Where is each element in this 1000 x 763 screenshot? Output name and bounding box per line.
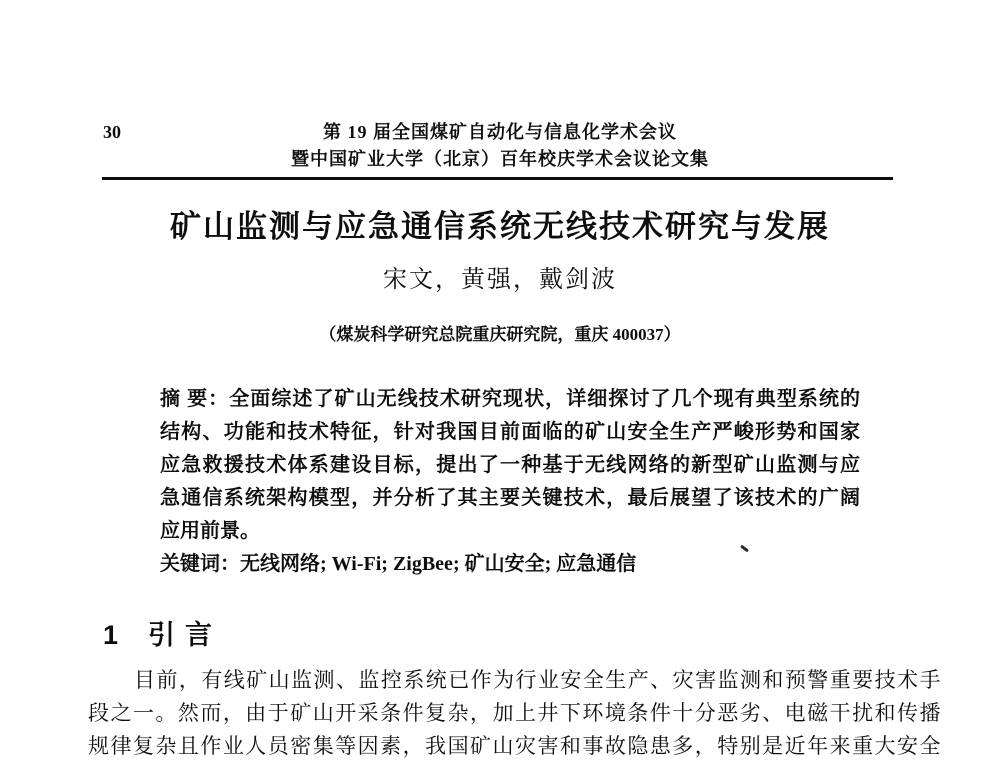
abstract-line: 应急救援技术体系建设目标，提出了一种基于无线网络的新型矿山监测与应 — [160, 454, 860, 476]
abstract-line: 结构、功能和技术特征，针对我国目前面临的矿山安全生产严峻形势和国家 — [160, 421, 860, 443]
authors-line: 宋文，黄强，戴剑波 — [383, 267, 617, 293]
intro-line: 段之一。然而，由于矿山开采条件复杂，加上井下环境条件十分恶劣、电磁干扰和传播 — [88, 701, 941, 725]
paper-title: 矿山监测与应急通信系统无线技术研究与发展 — [170, 209, 830, 244]
running-head — [0, 119, 1000, 173]
abstract-line — [160, 383, 860, 416]
section-1-heading — [103, 613, 222, 652]
keywords-label: 关键词： — [160, 553, 240, 575]
abstract-line: 急通信系统架构模型，并分析了其主要关键技术，最后展望了该技术的广阔 — [160, 487, 860, 509]
running-head-line-2: 暨中国矿业大学（北京）百年校庆学术会议论文集 — [291, 149, 709, 169]
abstract-label: 摘 要： — [160, 388, 230, 410]
running-head-line-1: 第 19 届全国煤矿自动化与信息化学术会议 — [323, 122, 677, 142]
intro-line: 规律复杂且作业人员密集等因素，我国矿山灾害和事故隐患多，特别是近年来重大安全 — [88, 734, 941, 758]
intro-line: 目前，有线矿山监测、监控系统已作为行业安全生产、灾害监测和预警重要技术手 — [134, 668, 941, 692]
abstract-text-line-1: 全面综述了矿山无线技术研究现状，详细探讨了几个现有典型系统的 — [229, 388, 861, 410]
keywords-line — [160, 548, 860, 581]
abstract-block — [160, 383, 860, 581]
intro-paragraph — [88, 664, 941, 763]
header-rule-divider — [102, 177, 893, 180]
page-number: 30 — [103, 122, 121, 142]
section-1-number: 1 — [103, 620, 119, 650]
section-1-title: 引言 — [148, 620, 223, 650]
keywords-text: 无线网络; Wi-Fi; ZigBee; 矿山安全; 应急通信 — [240, 553, 637, 575]
abstract-line: 应用前景。 — [160, 520, 260, 542]
affiliation-line: （煤炭科学研究总院重庆研究院，重庆 400037） — [319, 325, 681, 344]
